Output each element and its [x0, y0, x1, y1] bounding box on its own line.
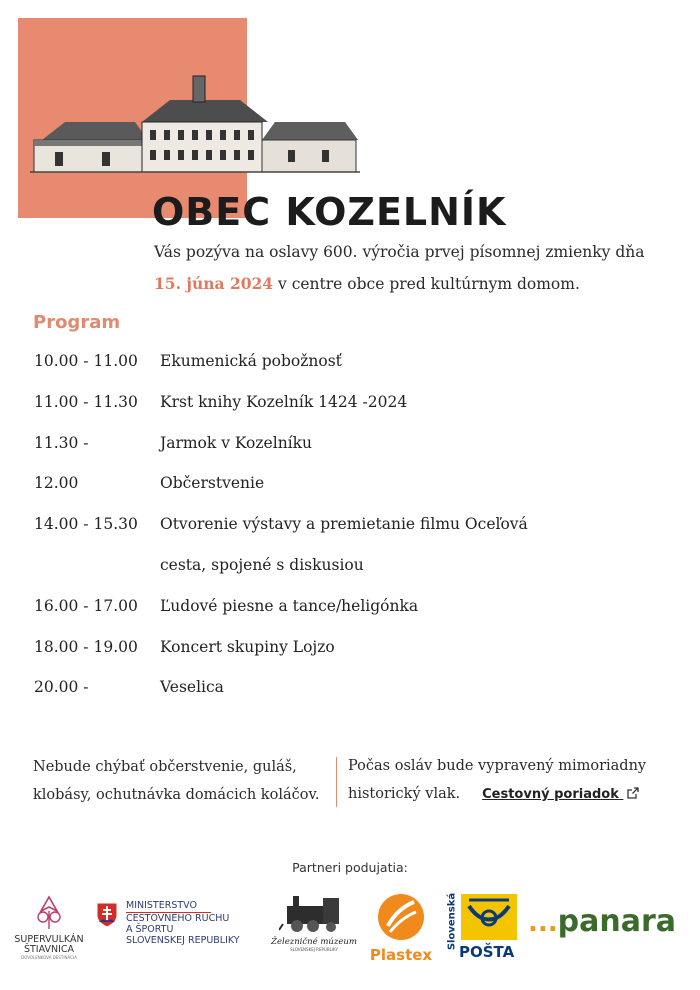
slovenska-posta-logo — [441, 892, 526, 964]
locomotive-icon — [279, 890, 349, 934]
museum-line-1: Železničné múzeum — [271, 937, 357, 947]
village-buildings-illustration — [30, 70, 360, 180]
ministry-line-2: CESTOVNÉHO RUCHU — [126, 913, 230, 924]
ministry-text — [126, 900, 240, 946]
intro-line-2 — [154, 274, 580, 293]
program-event: Krst knihy Kozelník 1424 -2024 — [160, 392, 408, 411]
program-time: 12.00 — [34, 474, 79, 493]
posta-name: POŠTA — [459, 943, 515, 961]
food-note-line-1: Nebude chýbať občerstvenie, guláš, — [33, 759, 297, 775]
program-event: Veselica — [160, 678, 224, 697]
train-note-text: historický vlak. — [348, 786, 461, 802]
program-event: Jarmok v Kozelníku — [160, 433, 313, 452]
program-event: Občerstvenie — [160, 474, 265, 493]
ministry-line-4: SLOVENSKEJ REPUBLIKY — [126, 935, 240, 946]
program-event: cesta, spojené s diskusiou — [160, 556, 364, 574]
train-note — [348, 752, 646, 809]
ministry-line-3: A ŠPORTU — [126, 924, 174, 935]
food-note-line-2: klobásy, ochutnávka domácich koláčov. — [33, 787, 320, 803]
external-link-icon[interactable] — [627, 787, 639, 799]
railway-museum-logo — [268, 890, 360, 953]
timetable-link-label[interactable]: Cestovný poriadok — [482, 787, 619, 802]
panara-logo — [528, 904, 676, 939]
notes-divider — [336, 757, 337, 807]
program-time: 11.30 - — [34, 433, 89, 452]
train-note-line-1: Počas osláv bude vypravený mimoriadny — [348, 758, 647, 774]
supervulkan-line-2: ŠTIAVNICA — [23, 944, 75, 955]
plastex-flame-icon — [376, 892, 426, 942]
program-time: 16.00 - 17.00 — [34, 596, 138, 615]
supervulkan-line-3: DOVOLENKOVÁ DESTINÁCIA — [21, 955, 77, 960]
panara-name: panara — [557, 904, 676, 939]
plastex-logo — [366, 892, 436, 964]
program-time: 14.00 - 15.30 — [34, 515, 138, 534]
page-title: OBEC KOZELNÍK — [152, 190, 507, 234]
posthorn-icon — [461, 894, 517, 940]
panara-dots: ... — [528, 908, 558, 938]
plastex-name: Plastex — [369, 946, 433, 964]
program-event: Koncert skupiny Lojzo — [160, 637, 335, 656]
program-time: 20.00 - — [34, 678, 89, 697]
ministry-line-1: MINISTERSTVO — [126, 900, 197, 911]
slovak-coat-of-arms-icon — [96, 902, 118, 928]
intro-line-1: Vás pozýva na oslavy 600. výročia prvej písomnej zmienky dňa — [154, 243, 645, 261]
partners-label: Partneri podujatia: — [292, 860, 408, 875]
program-time: 11.00 - 11.30 — [34, 392, 138, 411]
train-note-line-2 — [348, 780, 646, 809]
supervulkan-logo — [8, 893, 90, 961]
program-heading: Program — [33, 312, 121, 333]
posta-vertical-text: Slovenská — [446, 892, 458, 951]
intro-location: v centre obce pred kultúrnym domom. — [273, 275, 580, 293]
food-note — [33, 753, 320, 809]
program-event: Ľudové piesne a tance/heligónka — [160, 596, 419, 615]
supervulkan-line-1: SUPERVULKÁN — [14, 934, 84, 945]
museum-line-2: SLOVENSKEJ REPUBLIKY — [290, 947, 338, 952]
program-event: Ekumenická pobožnosť — [160, 352, 342, 370]
program-event: Otvorenie výstavy a premietanie filmu Oceľová — [160, 515, 528, 534]
supervulkan-emblem-icon — [29, 893, 69, 931]
event-date: 15. júna 2024 — [154, 274, 274, 293]
program-time: 10.00 - 11.00 — [34, 352, 138, 370]
timetable-link[interactable] — [482, 787, 639, 802]
program-time: 18.00 - 19.00 — [34, 637, 138, 656]
